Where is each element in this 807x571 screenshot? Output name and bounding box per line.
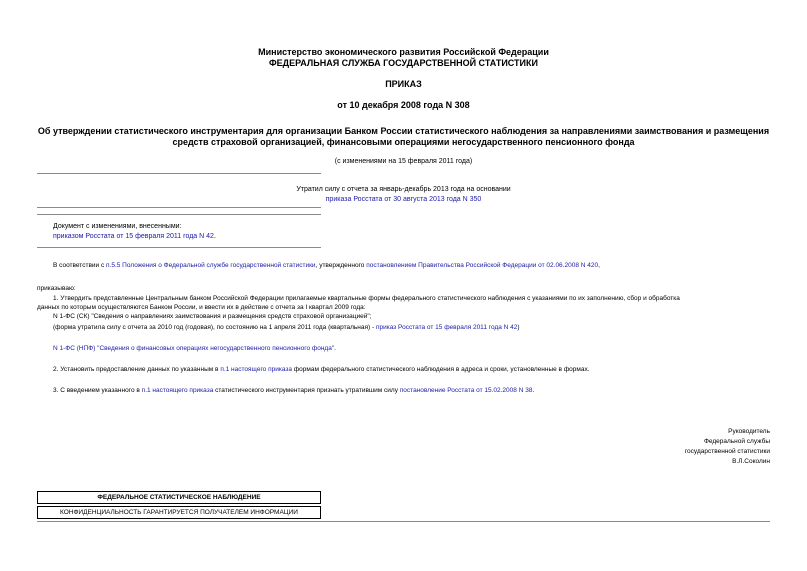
divider [37,207,321,208]
item1-form2-suffix: . [334,345,336,352]
confidentiality-box: КОНФИДЕНЦИАЛЬНОСТЬ ГАРАНТИРУЕТСЯ ПОЛУЧАТЕЛЕМ ИНФОРМАЦИИ [37,506,321,519]
doc-type: ПРИКАЗ [385,79,422,89]
item2-link[interactable]: п.1 настоящего приказа [220,366,292,373]
amended-note: (с изменениями на 15 февраля 2011 года) [334,158,473,165]
item3-link-order[interactable]: п.1 настоящего приказа [141,387,214,394]
federal-observation-box: ФЕДЕРАЛЬНОЕ СТАТИСТИЧЕСКОЕ НАБЛЮДЕНИЕ [37,491,321,504]
status-link[interactable]: приказа Росстата от 30 августа 2013 года N 350 [325,196,482,203]
service-title: ФЕДЕРАЛЬНАЯ СЛУЖБА ГОСУДАРСТВЕННОЙ СТАТИСТИКИ [269,58,538,68]
item3 [53,386,534,395]
bottom-divider [37,521,770,522]
item1-form1: N 1-ФС (СК) "Сведения о направлениях заимствования и размещения средств страховой организацией"; [53,313,372,320]
amendments-link[interactable]: приказом Росстата от 15 февраля 2011 года N 42 [53,233,214,240]
signature-position: Руководитель [728,428,770,435]
item2-prefix: 2. Установить предоставление данных по указанным в [53,366,221,373]
item1-note-link[interactable]: приказ Росстата от 15 февраля 2011 года N 42 [375,324,518,331]
item1-note-suffix: ) [517,324,520,331]
preamble-mid: , утвержденного [315,262,367,269]
ministry-title: Министерство экономического развития Российской Федерации [258,47,549,57]
preamble-link-regulation[interactable]: п.5.5 Положения о Федеральной службе государственной статистики [106,262,316,269]
status-line: Утратил силу с отчета за январь-декабрь 2013 года на основании [296,186,511,193]
divider [37,247,321,248]
divider [37,173,321,174]
doc-title-line1: Об утверждении статистического инструментария для организации Банком России статистического наблюдения за направлениями заимствования и размещения [37,126,770,136]
signature-agency: Федеральной службы [703,438,770,445]
amendments-label: Документ с изменениями, внесенными: [53,223,182,230]
signature-name: В.Л.Соколин [732,458,770,465]
item1-line1: 1. Утвердить представленные Центральным банком Российской Федерации прилагаемые квартальные формы федерального статистического наблюдения с указаниями по их заполнению, сбор и обработка [53,295,680,302]
amendments-tail: . [213,233,216,240]
order-word: приказываю: [37,285,76,292]
preamble-link-decree[interactable]: постановлением Правительства Российской Федерации от 02.06.2008 N 420 [366,262,599,269]
item1-note [53,323,520,332]
item3-mid: статистического инструментария признать утратившим силу [213,387,400,394]
item1-note-prefix: (форма утратила силу с отчета за 2010 год (годовая), по состоянию на 1 апреля 2011 года (квартальная) - [53,324,376,331]
item3-suffix: . [532,387,535,394]
doc-title-line2: средств страховой организацией, финансовыми операциями негосударственного пенсионного фонда [172,137,635,147]
divider [37,214,321,215]
item3-prefix: 3. С введением указанного в [53,387,142,394]
signature-agency-2: государственной статистики [684,448,770,455]
amendments-row [53,232,216,241]
preamble-prefix: В соответствии с [53,262,107,269]
item3-link-resolution[interactable]: постановление Росстата от 15.02.2008 N 38 [399,387,533,394]
status-link-row [0,195,807,204]
item1-form2-link[interactable]: N 1-ФС (НПФ) "Сведения о финансовых операциях негосударственного пенсионного фонда" [53,345,335,352]
item2-suffix: формам федерального статистического наблюдения в адреса и сроки, установленные в формах. [291,366,590,373]
item1-line2: данных по которым осуществляются Банком России, и ввести их в действие с отчета за I квартал 2009 года: [37,304,366,311]
item2 [53,365,590,374]
preamble-suffix: , [598,262,600,269]
doc-date: от 10 декабря 2008 года N 308 [337,100,470,110]
item1-form2 [53,344,336,353]
preamble [53,261,600,270]
